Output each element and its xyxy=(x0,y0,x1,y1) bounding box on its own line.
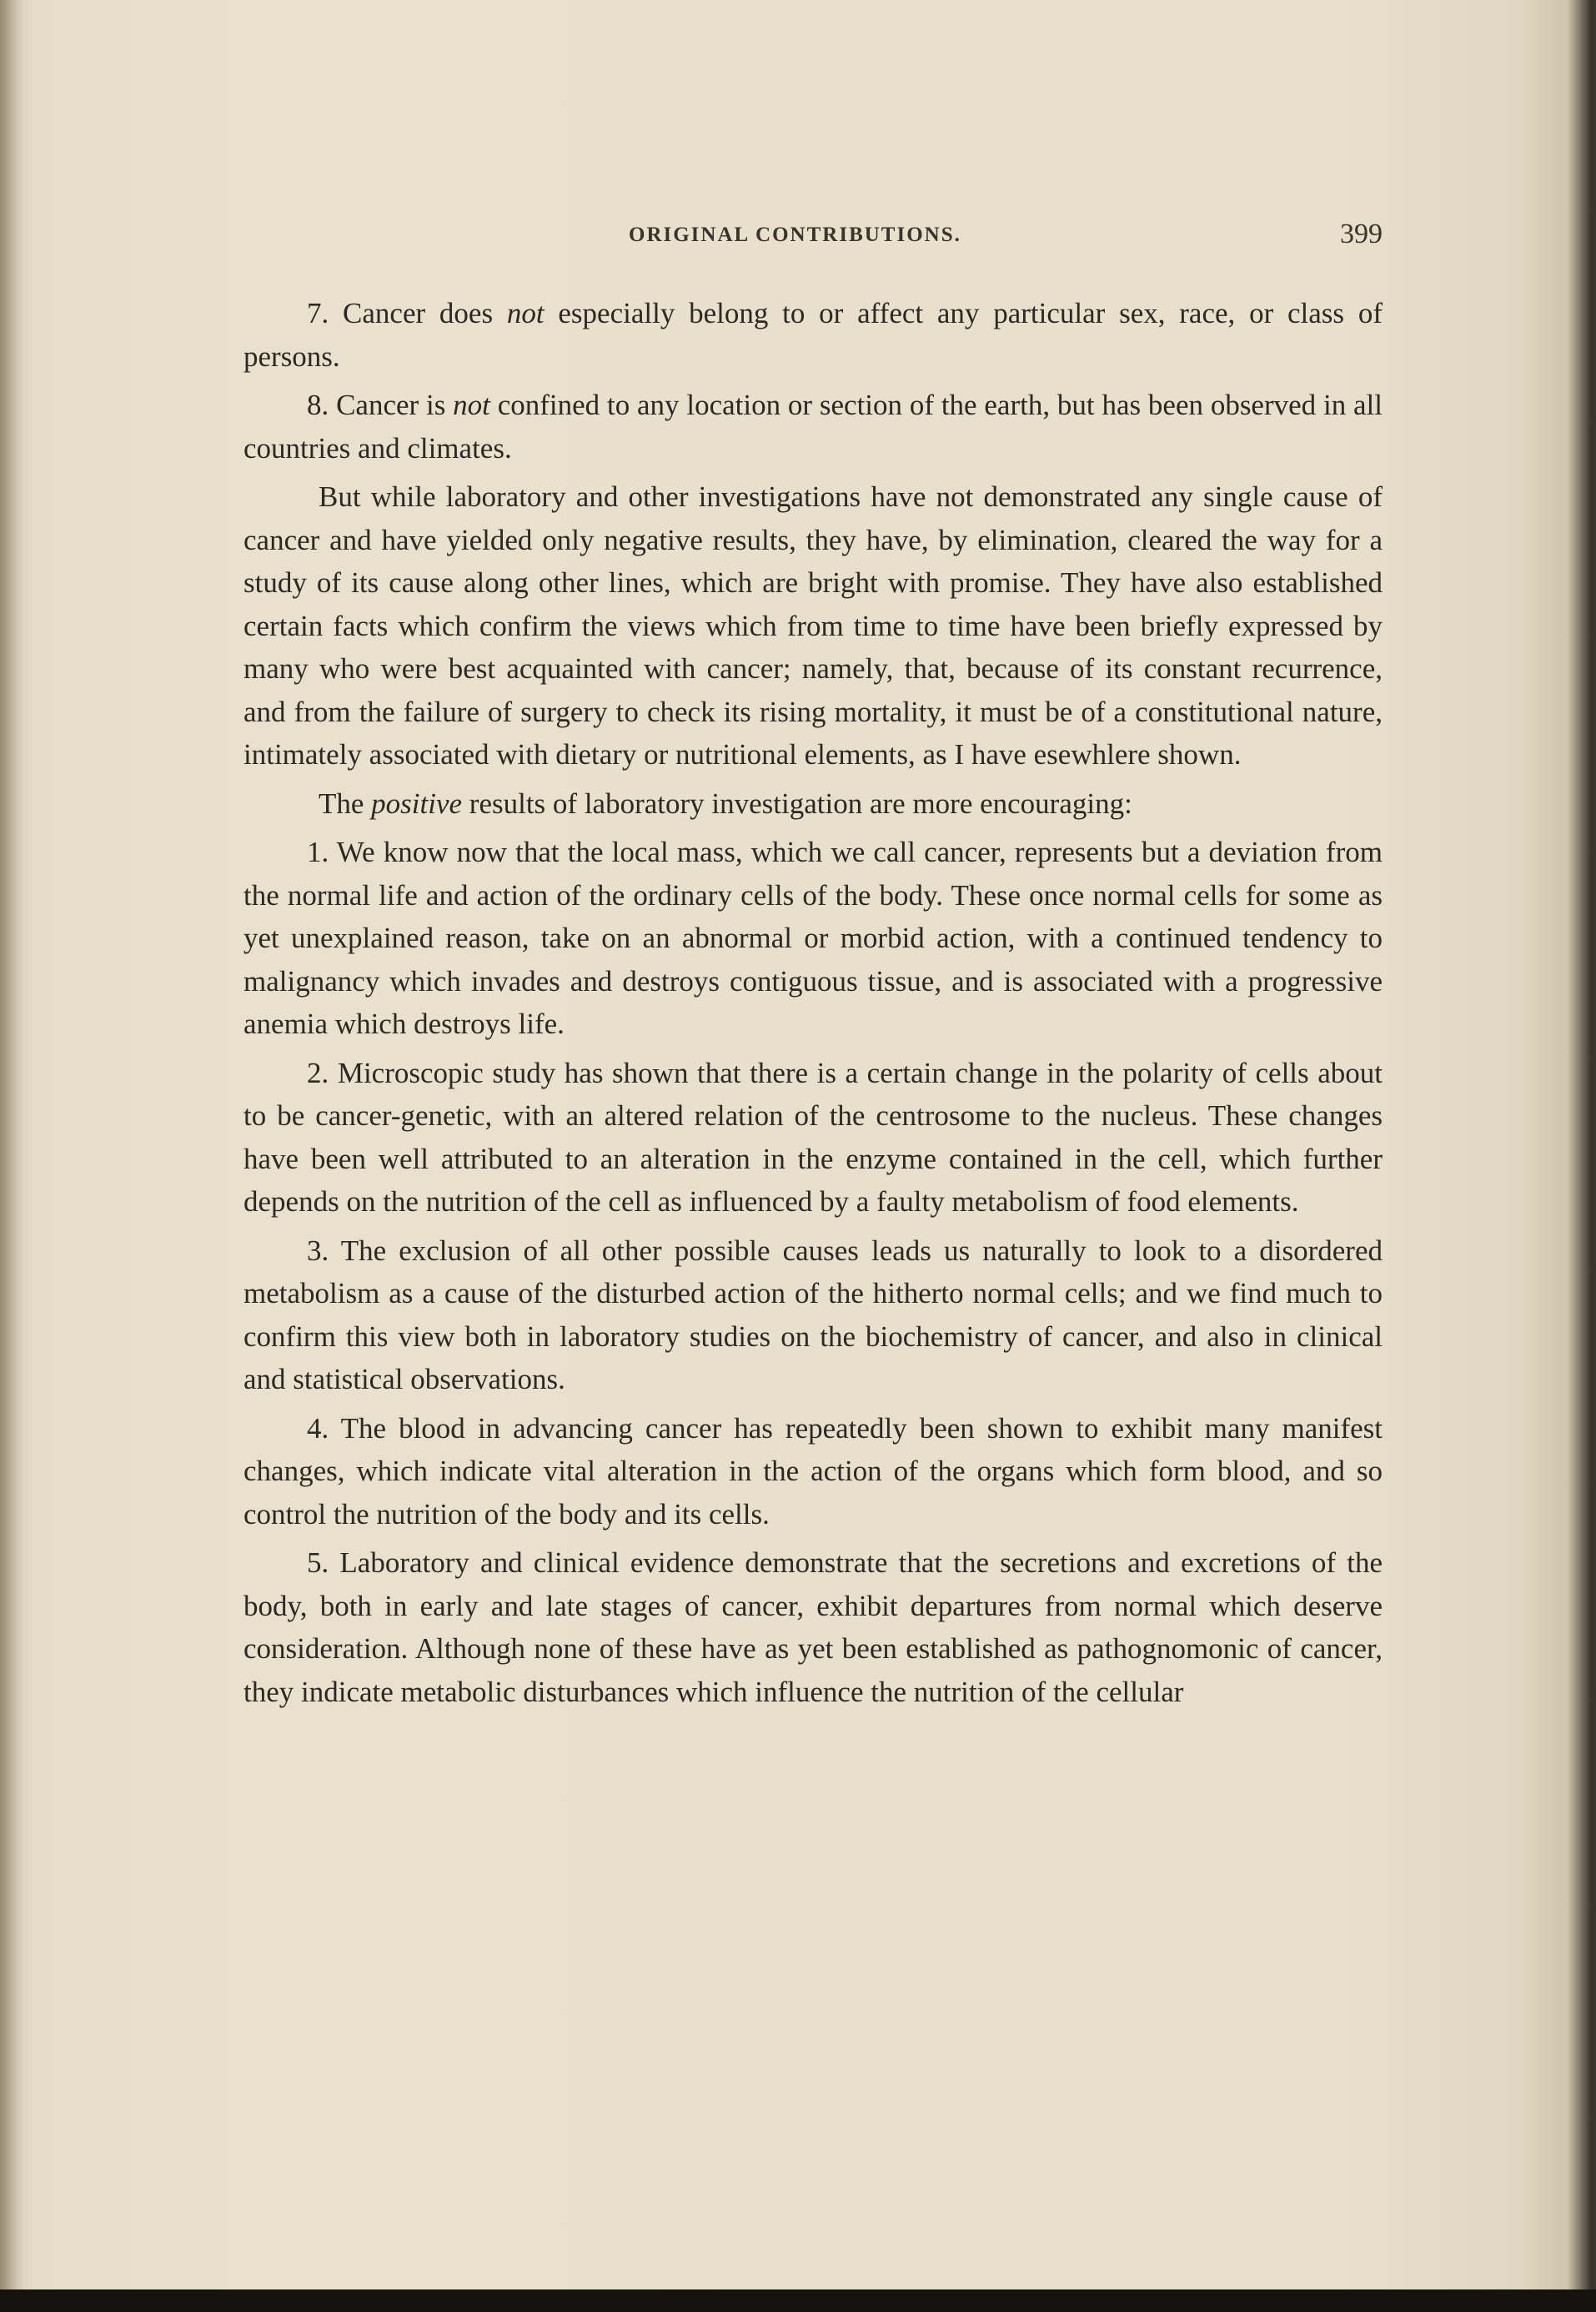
page-number: 399 xyxy=(1340,219,1383,249)
gutter-shadow xyxy=(0,0,23,2289)
body-text xyxy=(243,292,1383,1719)
paragraph-3: 3. The exclusion of all other possible causes leads us naturally to look to a disordered metabolism as a cause of the disturbed action of the hitherto normal cells; and we find much to confirm this view both in laboratory studies on the biochemistry of cancer, and also in clinical and statistical observations. xyxy=(243,1234,1383,1395)
paragraph-7: 7. Cancer does not especially belong to or affect any particular sex, race, or class of persons. xyxy=(243,297,1383,373)
page-edge-shadow xyxy=(0,2289,1596,2312)
paragraph-8: 8. Cancer is not confined to any location or section of the earth, but has been observed in all countries and climates. xyxy=(243,389,1383,465)
paragraph-positive-results: The positive results of laboratory investigation are more encouraging: xyxy=(319,787,1132,820)
paragraph-investigations: But while laboratory and other investigations have not demonstrated any single cause of cancer and have yielded only negative results, they have, by elimination, cleared the way for a study of its cause along other lines, which are bright with promise. They have also established certain facts which confirm the views which from time to time have been briefly expressed by many who were best acquainted with cancer; namely, that, because of its constant recurrence, and from the failure of surgery to check its rising mortality, it must be of a constitutional nature, intimately associated with dietary or nutritional elements, as I have esewhlere shown. xyxy=(243,480,1383,771)
page-header xyxy=(243,219,1383,260)
paragraph-2: 2. Microscopic study has shown that there is a certain change in the polarity of cells about to be cancer-genetic, with an altered relation of the centrosome to the nucleus. These changes have been well attributed to an alteration in the enzyme contained in the cell, which further depends on the nutrition of the cell as influenced by a faulty metabolism of food elements. xyxy=(243,1056,1383,1218)
paragraph-4: 4. The blood in advancing cancer has repeatedly been shown to exhibit many manifest changes, which indicate vital alteration in the action of the organs which form blood, and so control the nutrition of the body and its cells. xyxy=(243,1411,1383,1530)
paragraph-5: 5. Laboratory and clinical evidence demonstrate that the secretions and excretions of the body, both in early and late stages of cancer, exhibit departures from normal which deserve consideration. Although none of these have as yet been established as pathognomonic of cancer, they indicate metabolic disturbances which influence the nutrition of the cellular xyxy=(243,1546,1383,1708)
running-head: ORIGINAL CONTRIBUTIONS. xyxy=(629,224,961,246)
paragraph-1: 1. We know now that the local mass, which we call cancer, represents but a deviation from the normal life and action of the ordinary cells of the body. These once normal cells for some as yet unexplained reason, take on an abnormal or morbid action, with a continued tendency to malignancy which invades and destroys contiguous tissue, and is associated with a progressive anemia which destroys life. xyxy=(243,836,1383,1040)
